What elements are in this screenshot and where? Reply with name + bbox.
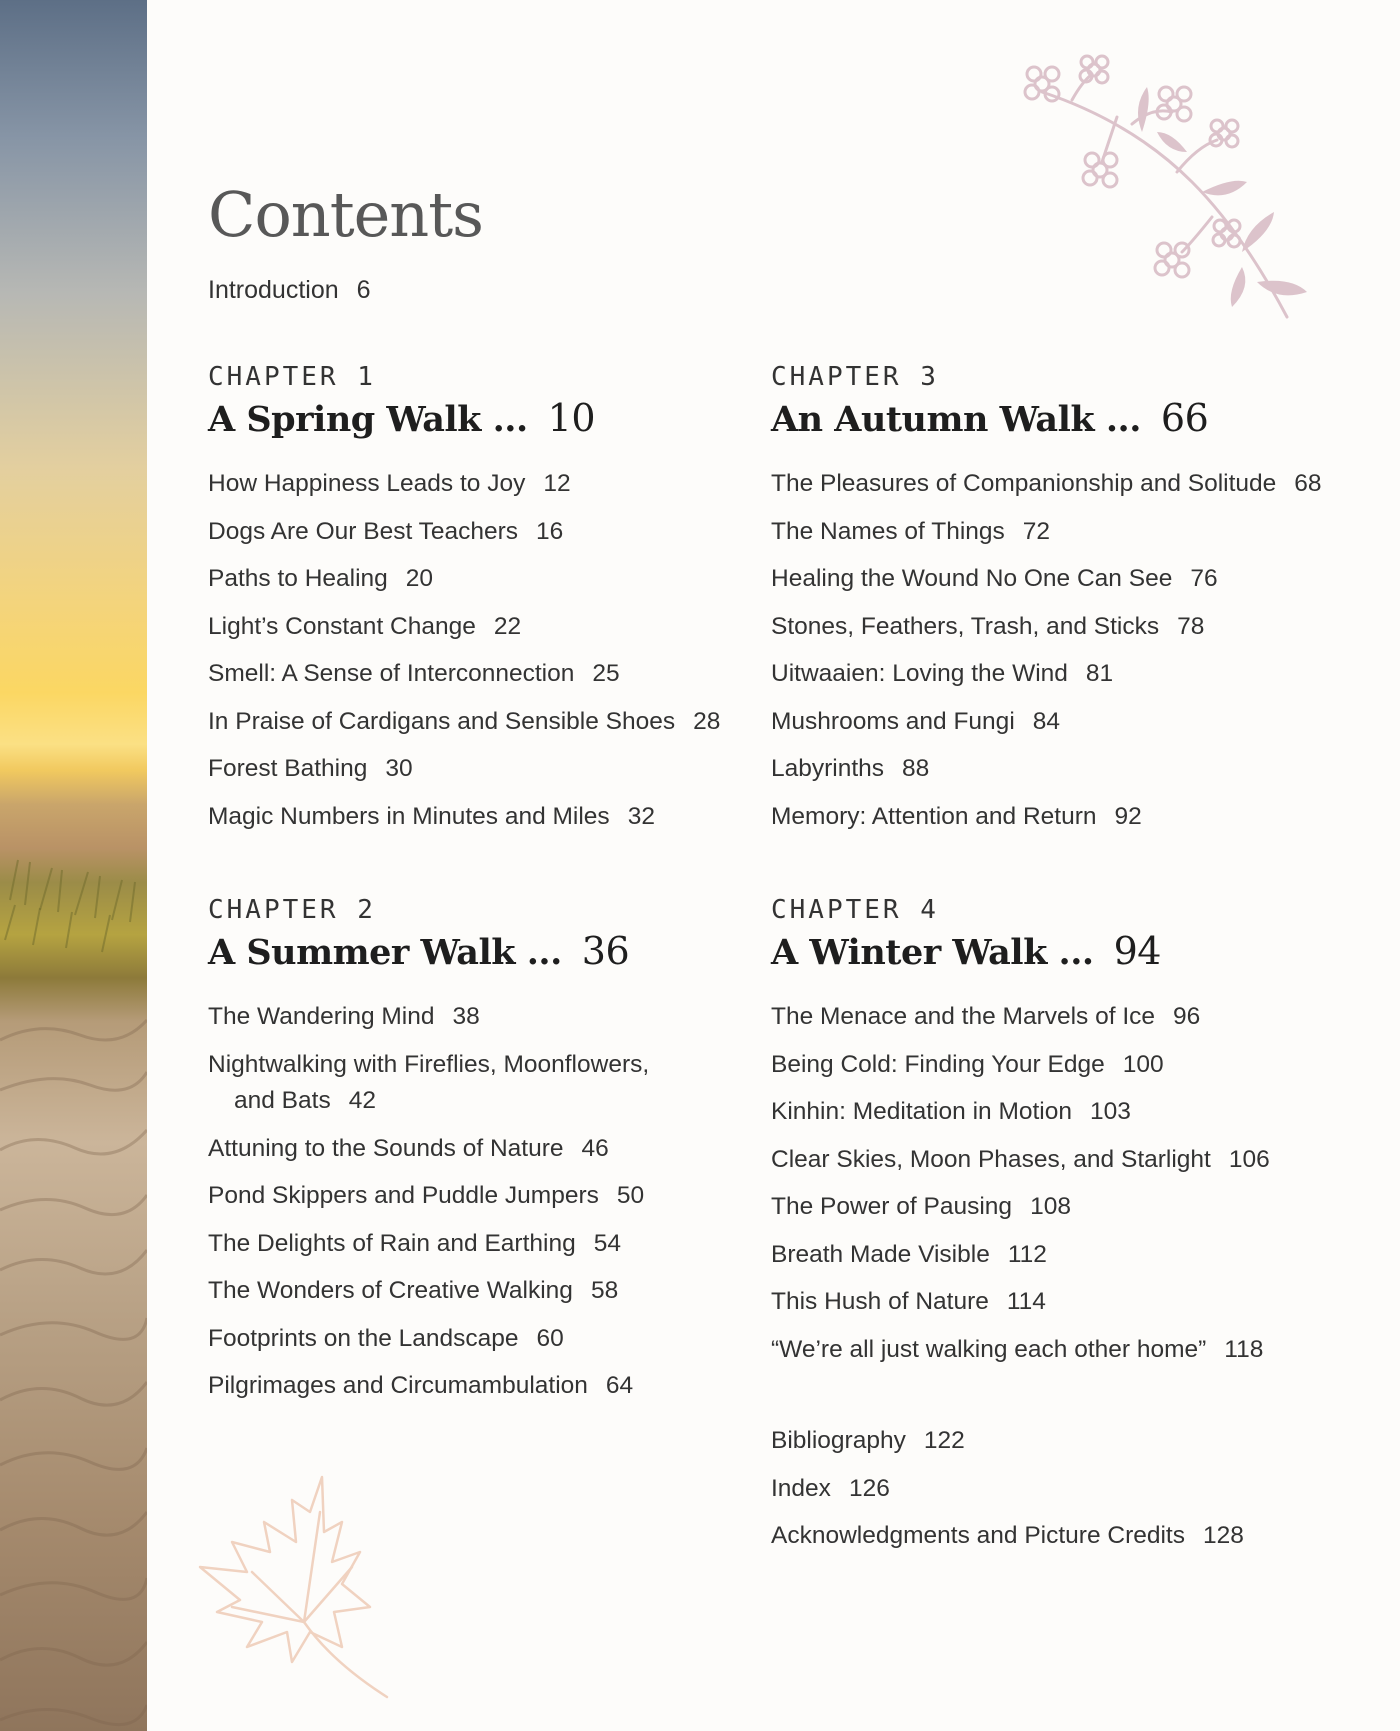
toc-entry[interactable] bbox=[771, 1326, 1331, 1374]
entry-title: Stones, Feathers, Trash, and Sticks bbox=[771, 612, 1160, 640]
toc-entry[interactable] bbox=[771, 698, 1331, 746]
entry-title: Healing the Wound No One Can See bbox=[771, 565, 1173, 592]
entry-title: Bibliography bbox=[771, 1427, 906, 1454]
entry-title: Dogs Are Our Best Teachers bbox=[208, 517, 519, 545]
entry-page-number: 20 bbox=[405, 565, 434, 592]
chapter-1-section bbox=[208, 362, 768, 840]
chapter-entries-list bbox=[208, 460, 768, 840]
entry-page-number: 28 bbox=[693, 707, 721, 735]
entry-title: Clear Skies, Moon Phases, and Starlight bbox=[771, 1145, 1211, 1173]
beach-sunset-photo-strip bbox=[0, 0, 147, 1731]
entry-page-number: 92 bbox=[1114, 802, 1142, 830]
chapter-title-text: A Spring Walk ... bbox=[208, 399, 528, 440]
entry-title: The Menace and the Marvels of Ice bbox=[771, 1003, 1156, 1030]
entry-page-number: 114 bbox=[1006, 1288, 1046, 1315]
toc-entry[interactable] bbox=[771, 793, 1331, 841]
toc-entry[interactable] bbox=[771, 1278, 1331, 1326]
entry-title: The Delights of Rain and Earthing bbox=[208, 1229, 576, 1257]
entry-title: Kinhin: Meditation in Motion bbox=[771, 1098, 1072, 1125]
floral-sprig-icon bbox=[1012, 52, 1332, 332]
toc-entry[interactable] bbox=[208, 555, 768, 603]
sand-ripple-texture bbox=[0, 0, 147, 1731]
chapter-title[interactable] bbox=[208, 929, 768, 973]
entry-page-number: 25 bbox=[592, 660, 620, 687]
entry-page-number: 122 bbox=[923, 1427, 965, 1454]
entry-title: Mushrooms and Fungi bbox=[771, 707, 1015, 735]
entry-page-number: 32 bbox=[627, 802, 655, 830]
toc-entry[interactable] bbox=[208, 508, 768, 556]
entry-title: Introduction bbox=[208, 276, 339, 304]
chapter-4-section bbox=[771, 895, 1331, 1373]
toc-entry[interactable] bbox=[208, 1362, 768, 1410]
entry-title: The Names of Things bbox=[771, 517, 1005, 545]
entry-title: Labyrinths bbox=[771, 755, 885, 782]
chapter-page-number: 10 bbox=[547, 396, 596, 440]
entry-title-continued: and Bats bbox=[234, 1086, 331, 1114]
chapter-title-text: An Autumn Walk ... bbox=[771, 399, 1141, 440]
entry-page-number: 6 bbox=[356, 276, 371, 304]
entry-title: Paths to Healing bbox=[208, 565, 388, 592]
entry-title: Light’s Constant Change bbox=[208, 612, 476, 640]
entry-page-number: 22 bbox=[493, 612, 522, 640]
toc-entry-bibliography[interactable] bbox=[771, 1417, 1244, 1465]
toc-entry[interactable] bbox=[208, 1041, 688, 1125]
chapter-label: CHAPTER 3 bbox=[771, 362, 939, 392]
chapter-title-text: A Winter Walk ... bbox=[771, 932, 1094, 973]
entry-page-number: 50 bbox=[616, 1182, 645, 1209]
entry-page-number: 64 bbox=[605, 1372, 634, 1399]
entry-title: Breath Made Visible bbox=[771, 1240, 990, 1268]
entry-title: The Power of Pausing bbox=[771, 1193, 1013, 1220]
entry-title: Attuning to the Sounds of Nature bbox=[208, 1134, 564, 1162]
entry-title: In Praise of Cardigans and Sensible Shoes bbox=[208, 707, 676, 735]
entry-title: The Pleasures of Companionship and Solitude bbox=[771, 470, 1277, 497]
toc-entry[interactable] bbox=[208, 603, 768, 651]
entry-page-number: 58 bbox=[590, 1277, 619, 1304]
chapter-page-number: 66 bbox=[1160, 396, 1209, 440]
chapter-title[interactable] bbox=[771, 396, 1331, 440]
entry-title: Pilgrimages and Circumambulation bbox=[208, 1372, 588, 1399]
entry-page-number: 106 bbox=[1228, 1145, 1270, 1173]
toc-entry[interactable] bbox=[208, 1220, 768, 1268]
entry-title: “We’re all just walking each other home” bbox=[771, 1335, 1207, 1363]
entry-page-number: 108 bbox=[1030, 1193, 1071, 1220]
toc-entry[interactable] bbox=[208, 650, 768, 698]
entry-page-number: 112 bbox=[1007, 1240, 1047, 1268]
toc-entry-introduction[interactable] bbox=[208, 276, 371, 305]
toc-entry[interactable] bbox=[771, 993, 1331, 1041]
entry-title: This Hush of Nature bbox=[771, 1288, 989, 1315]
toc-entry[interactable] bbox=[208, 1267, 768, 1315]
entry-page-number: 81 bbox=[1085, 660, 1114, 687]
toc-entry[interactable] bbox=[208, 698, 768, 746]
entry-page-number: 128 bbox=[1202, 1522, 1244, 1549]
entry-title: Nightwalking with Fireflies, Moonflowers, bbox=[208, 1050, 650, 1078]
toc-entry[interactable] bbox=[771, 1183, 1331, 1231]
entry-title: Index bbox=[771, 1474, 831, 1502]
toc-entry-index[interactable] bbox=[771, 1465, 1244, 1513]
entry-title: Forest Bathing bbox=[208, 755, 368, 782]
toc-entry[interactable] bbox=[771, 1088, 1331, 1136]
chapter-2-section bbox=[208, 895, 768, 1410]
toc-entry[interactable] bbox=[771, 1231, 1331, 1279]
chapter-label: CHAPTER 2 bbox=[208, 895, 376, 925]
entry-page-number: 30 bbox=[385, 755, 413, 782]
toc-entry[interactable] bbox=[771, 508, 1331, 556]
back-matter-list bbox=[771, 1417, 1244, 1560]
toc-entry[interactable] bbox=[771, 1136, 1331, 1184]
entry-page-number: 126 bbox=[848, 1474, 890, 1502]
entry-page-number: 72 bbox=[1022, 517, 1051, 545]
entry-title: Pond Skippers and Puddle Jumpers bbox=[208, 1182, 599, 1209]
toc-entry[interactable] bbox=[208, 793, 768, 841]
entry-page-number: 68 bbox=[1294, 470, 1322, 497]
entry-page-number: 118 bbox=[1224, 1335, 1264, 1363]
entry-title: The Wonders of Creative Walking bbox=[208, 1277, 573, 1304]
entry-page-number: 84 bbox=[1032, 707, 1061, 735]
entry-title: Footprints on the Landscape bbox=[208, 1324, 519, 1352]
toc-entry[interactable] bbox=[208, 460, 768, 508]
entry-page-number: 100 bbox=[1122, 1050, 1164, 1078]
chapter-entries-list bbox=[771, 460, 1331, 840]
entry-page-number: 78 bbox=[1177, 612, 1205, 640]
chapter-page-number: 36 bbox=[581, 929, 630, 973]
entry-title: Acknowledgments and Picture Credits bbox=[771, 1522, 1185, 1549]
toc-entry[interactable] bbox=[771, 555, 1331, 603]
entry-page-number: 60 bbox=[536, 1324, 564, 1352]
toc-entry[interactable] bbox=[208, 1125, 768, 1173]
chapter-entries-list bbox=[208, 993, 768, 1410]
chapter-label: CHAPTER 1 bbox=[208, 362, 376, 392]
entry-page-number: 42 bbox=[348, 1086, 376, 1114]
chapter-label: CHAPTER 4 bbox=[771, 895, 939, 925]
chapter-entries-list bbox=[771, 993, 1331, 1373]
chapter-3-section bbox=[771, 362, 1331, 840]
entry-page-number: 46 bbox=[581, 1134, 609, 1162]
entry-title: Smell: A Sense of Interconnection bbox=[208, 660, 575, 687]
page-title: Contents bbox=[208, 178, 483, 251]
toc-entry[interactable] bbox=[208, 1172, 768, 1220]
entry-page-number: 38 bbox=[452, 1003, 480, 1030]
toc-entry[interactable] bbox=[771, 1041, 1331, 1089]
toc-entry[interactable] bbox=[771, 460, 1331, 508]
toc-entry[interactable] bbox=[208, 993, 768, 1041]
entry-page-number: 54 bbox=[593, 1229, 621, 1257]
chapter-title-text: A Summer Walk ... bbox=[208, 932, 562, 973]
entry-page-number: 16 bbox=[536, 517, 564, 545]
entry-page-number: 96 bbox=[1173, 1003, 1201, 1030]
entry-title: How Happiness Leads to Joy bbox=[208, 470, 526, 497]
entry-page-number: 88 bbox=[902, 755, 930, 782]
entry-title: The Wandering Mind bbox=[208, 1003, 435, 1030]
entry-page-number: 103 bbox=[1089, 1098, 1131, 1125]
entry-page-number: 76 bbox=[1190, 565, 1218, 592]
toc-entry[interactable] bbox=[771, 603, 1331, 651]
entry-title: Uitwaaien: Loving the Wind bbox=[771, 660, 1068, 687]
chapter-title[interactable] bbox=[208, 396, 768, 440]
entry-title: Memory: Attention and Return bbox=[771, 802, 1097, 830]
toc-entry-acknowledgments[interactable] bbox=[771, 1512, 1244, 1560]
toc-entry[interactable] bbox=[771, 745, 1331, 793]
entry-page-number: 12 bbox=[543, 470, 571, 497]
toc-entry[interactable] bbox=[208, 1315, 768, 1363]
maple-leaf-icon bbox=[192, 1472, 402, 1702]
entry-title: Magic Numbers in Minutes and Miles bbox=[208, 802, 610, 830]
chapter-title[interactable] bbox=[771, 929, 1331, 973]
toc-entry[interactable] bbox=[208, 745, 768, 793]
toc-entry[interactable] bbox=[771, 650, 1331, 698]
chapter-page-number: 94 bbox=[1113, 929, 1161, 973]
entry-title: Being Cold: Finding Your Edge bbox=[771, 1050, 1105, 1078]
